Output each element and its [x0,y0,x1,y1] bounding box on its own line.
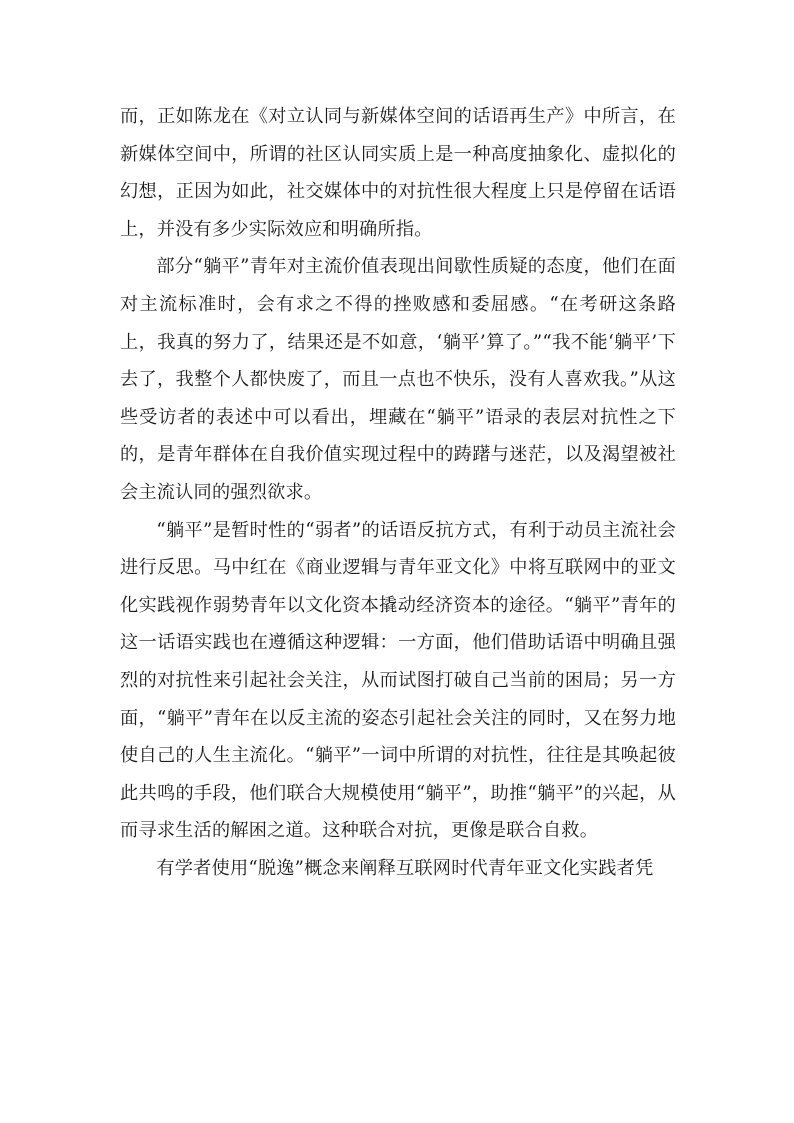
paragraph-continued: 而，正如陈龙在《对立认同与新媒体空间的话语再生产》中所言，在新媒体空间中，所谓的社区认同实质上是一种高度抽象化、虚拟化的幻想，正因为如此，社交媒体中的对抗性很大程度上只是停留在话语上，并没有多少实际效应和明确所指。 [120,106,676,240]
paragraph-weak-resistance: “躺平”是暂时性的“弱者”的话语反抗方式，有利于动员主流社会进行反思。马中红在《商业逻辑与青年亚文化》中将互联网中的亚文化实践视作弱势青年以文化资本撬动经济资本的途径。“躺平”青年的这一话语实践也在遵循这种逻辑：一方面，他们借助话语中明确且强烈的对抗性来引起社会关注，从而试图打破自己当前的困局；另一方面，“躺平”青年在以反主流的姿态引起社会关注的同时，又在努力地使自己的人生主流化。“躺平”一词中所谓的对抗性，往往是其唤起彼此共鸣的手段，他们联合大规模使用“躺平”，助推“躺平”的兴起，从而寻求生活的解困之道。这种联合对抗，更像是联合自救。 [120,519,676,842]
body-text [120,98,676,887]
paragraph-escape-concept: 有学者使用“脱逸”概念来阐释互联网时代青年亚文化实践者凭 [156,857,654,879]
paragraph-tangping-doubt: 部分“躺平”青年对主流价值表现出间歇性质疑的态度，他们在面对主流标准时，会有求之不得的挫败感和委屈感。“在考研这条路上，我真的努力了，结果还是不如意，‘躺平’算了。”“我不能‘躺平’下去了，我整个人都快废了，而且一点也不快乐，没有人喜欢我。”从这些受访者的表述中可以看出，埋藏在“躺平”语录的表层对抗性之下的，是青年群体在自我价值实现过程中的踌躇与迷茫，以及渴望被社会主流认同的强烈欲求。 [120,256,676,503]
